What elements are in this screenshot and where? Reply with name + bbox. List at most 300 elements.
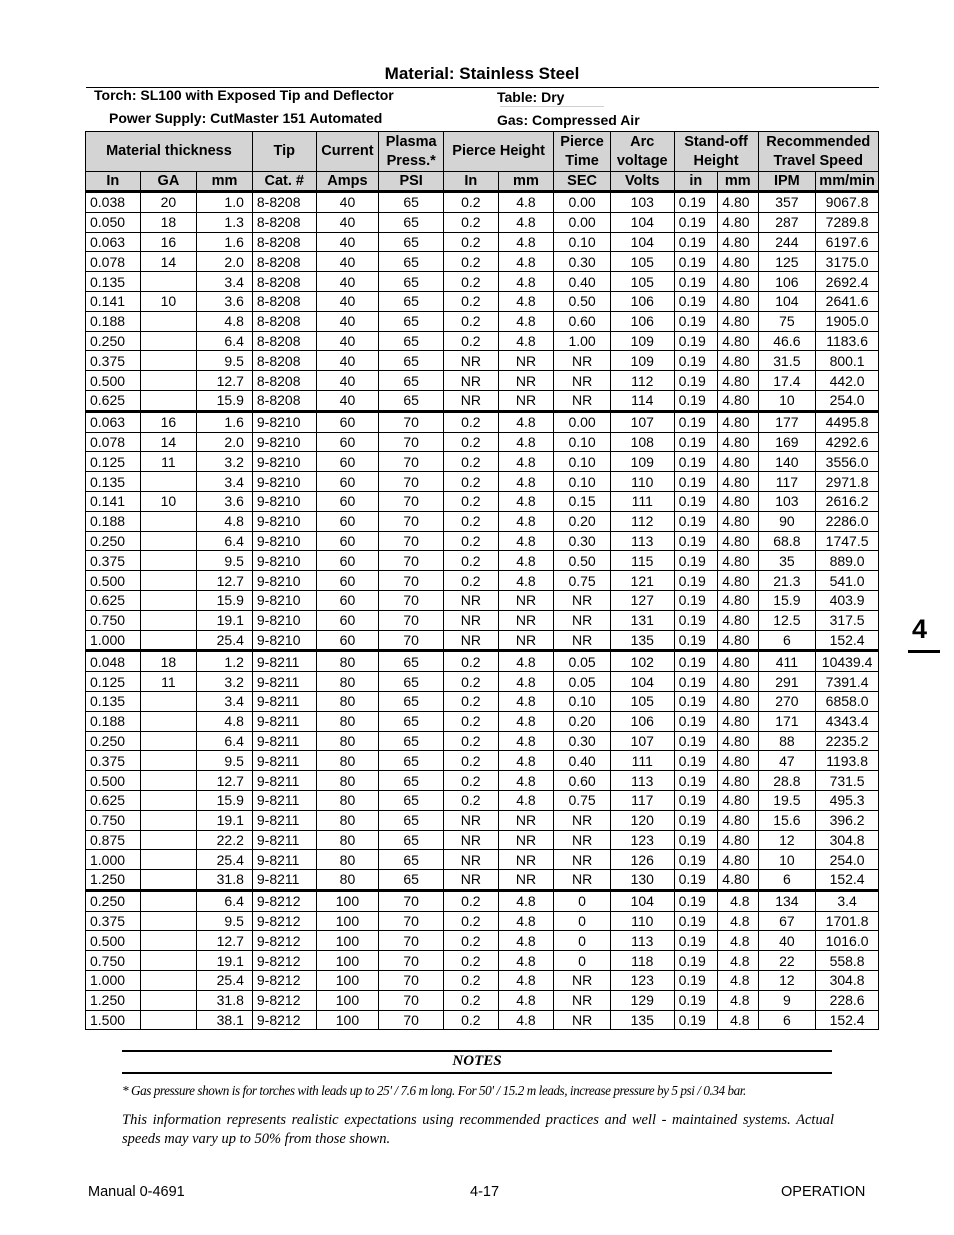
cell-in: 0.063 [86,411,141,432]
cell-ga [140,571,197,591]
cell-pierce-mm: 4.8 [498,931,554,951]
cell-cat: 9-8212 [252,931,316,951]
cell-psi: 70 [379,971,444,991]
cell-in: 0.500 [86,571,141,591]
cell-amps: 80 [316,830,379,850]
cell-standoff-in: 0.19 [674,571,717,591]
cell-amps: 60 [316,571,379,591]
unit-header-pierce-mm: mm [498,172,554,192]
cell-pierce-in: 0.2 [444,252,499,272]
cell-in: 0.625 [86,390,141,411]
cell-psi: 65 [379,731,444,751]
cell-psi: 65 [379,870,444,891]
cell-pierce-in: 0.2 [444,1010,499,1030]
footer-manual-number: Manual 0-4691 [88,1184,185,1200]
cell-amps: 40 [316,272,379,292]
cell-pierce-in: 0.2 [444,511,499,531]
cell-ga: 11 [140,672,197,692]
cell-mm-min: 304.8 [816,971,879,991]
cell-volts: 120 [610,810,674,830]
cell-ga [140,351,197,371]
cell-sec: NR [554,810,611,830]
cell-in: 1.500 [86,1010,141,1030]
cell-sec: 0.60 [554,311,611,331]
cell-in: 1.000 [86,630,141,651]
cell-mm: 12.7 [197,771,253,791]
cell-psi: 65 [379,691,444,711]
cell-cat: 9-8211 [252,691,316,711]
cell-ipm: 291 [758,672,816,692]
cell-mm-min: 9067.8 [816,192,879,213]
cell-psi: 70 [379,472,444,492]
cell-sec: 0.05 [554,672,611,692]
cell-amps: 60 [316,551,379,571]
cell-amps: 80 [316,870,379,891]
cell-ga [140,751,197,771]
cutting-parameters-table [85,131,879,1030]
cell-cat: 9-8210 [252,551,316,571]
cell-standoff-in: 0.19 [674,491,717,511]
cell-standoff-in: 0.19 [674,672,717,692]
cell-mm: 19.1 [197,951,253,971]
cell-standoff-mm: 4.80 [718,790,758,810]
cell-standoff-in: 0.19 [674,432,717,452]
cell-pierce-in: 0.2 [444,331,499,351]
cell-mm: 6.4 [197,890,253,911]
cell-amps: 60 [316,472,379,492]
cell-pierce-mm: 4.8 [498,491,554,511]
cell-volts: 104 [610,212,674,232]
cell-pierce-mm: 4.8 [498,771,554,791]
cell-ga [140,630,197,651]
cell-ga [140,531,197,551]
cell-psi: 65 [379,651,444,672]
cell-volts: 131 [610,610,674,630]
cell-pierce-mm: 4.8 [498,232,554,252]
cell-standoff-mm: 4.8 [718,951,758,971]
cell-mm: 3.2 [197,672,253,692]
table-row [86,491,879,511]
cell-volts: 111 [610,751,674,771]
cell-sec: 0.10 [554,452,611,472]
table-row [86,291,879,311]
cell-ipm: 140 [758,452,816,472]
cell-ga: 14 [140,432,197,452]
cell-cat: 9-8210 [252,411,316,432]
table-row [86,731,879,751]
cell-pierce-mm: NR [498,590,554,610]
cell-pierce-mm: 4.8 [498,711,554,731]
unit-header-pierce-in: In [444,172,499,192]
speed-disclaimer: This information represents realistic expectations using recommended practices and well - maintained systems. Actual speeds may vary up to 50% from those shown. [122,1112,834,1147]
cell-mm-min: 4343.4 [816,711,879,731]
cell-mm: 25.4 [197,850,253,870]
cell-volts: 109 [610,331,674,351]
cell-cat: 9-8212 [252,990,316,1010]
cell-standoff-in: 0.19 [674,731,717,751]
cell-ga [140,931,197,951]
cell-volts: 109 [610,351,674,371]
cell-sec: NR [554,371,611,391]
cell-standoff-in: 0.19 [674,990,717,1010]
cell-ga [140,951,197,971]
cell-pierce-in: 0.2 [444,951,499,971]
table-row [86,432,879,452]
cell-mm-min: 228.6 [816,990,879,1010]
cell-amps: 40 [316,351,379,371]
cell-mm-min: 1193.8 [816,751,879,771]
cell-ipm: 411 [758,651,816,672]
cell-standoff-mm: 4.80 [718,472,758,492]
cell-cat: 8-8208 [252,192,316,213]
cell-standoff-in: 0.19 [674,452,717,472]
table-row [86,531,879,551]
cell-standoff-in: 0.19 [674,351,717,371]
cell-pierce-mm: 4.8 [498,911,554,931]
cell-amps: 80 [316,771,379,791]
cell-sec: 0.75 [554,571,611,591]
cell-cat: 9-8211 [252,672,316,692]
cell-standoff-mm: 4.8 [718,931,758,951]
cell-psi: 65 [379,810,444,830]
table-row [86,651,879,672]
cell-sec: 0.50 [554,551,611,571]
cell-amps: 40 [316,252,379,272]
cell-ga [140,272,197,292]
table-row [86,971,879,991]
cell-mm: 19.1 [197,610,253,630]
cell-standoff-in: 0.19 [674,691,717,711]
cell-mm-min: 889.0 [816,551,879,571]
cell-pierce-mm: NR [498,810,554,830]
page-title: Material: Stainless Steel [384,64,580,83]
cell-ga [140,990,197,1010]
cell-amps: 60 [316,610,379,630]
cell-mm-min: 731.5 [816,771,879,791]
cell-in: 0.250 [86,731,141,751]
cell-ga [140,311,197,331]
cell-ga: 18 [140,212,197,232]
cell-pierce-mm: 4.8 [498,571,554,591]
cell-pierce-mm: 4.8 [498,990,554,1010]
table-row [86,452,879,472]
cell-pierce-mm: 4.8 [498,511,554,531]
cell-ipm: 106 [758,272,816,292]
cell-psi: 70 [379,911,444,931]
cell-volts: 105 [610,691,674,711]
cell-pierce-mm: NR [498,351,554,371]
cell-sec: NR [554,850,611,870]
cell-mm-min: 304.8 [816,830,879,850]
cell-pierce-mm: 4.8 [498,472,554,492]
cell-ipm: 6 [758,630,816,651]
cell-psi: 65 [379,232,444,252]
cell-in: 0.125 [86,672,141,692]
cell-ga [140,711,197,731]
cell-standoff-in: 0.19 [674,951,717,971]
cell-pierce-in: 0.2 [444,411,499,432]
cell-amps: 60 [316,452,379,472]
cell-sec: 0.15 [554,491,611,511]
cell-mm-min: 1747.5 [816,531,879,551]
cell-standoff-mm: 4.80 [718,272,758,292]
cell-pierce-in: 0.2 [444,931,499,951]
cell-ga [140,971,197,991]
cell-mm: 25.4 [197,971,253,991]
cell-standoff-in: 0.19 [674,771,717,791]
cell-ga [140,511,197,531]
header-pierce-height: Pierce Height [444,132,554,172]
cell-cat: 9-8210 [252,610,316,630]
cell-pierce-mm: 4.8 [498,432,554,452]
cell-standoff-mm: 4.80 [718,630,758,651]
cell-sec: 0.10 [554,232,611,252]
cell-mm: 4.8 [197,511,253,531]
cell-standoff-mm: 4.8 [718,990,758,1010]
cell-standoff-in: 0.19 [674,212,717,232]
cell-psi: 70 [379,491,444,511]
torch-label: Torch: SL100 with Exposed Tip and Deflector [94,87,394,103]
cell-pierce-mm: 4.8 [498,531,554,551]
cell-pierce-in: 0.2 [444,990,499,1010]
cell-cat: 8-8208 [252,232,316,252]
cell-mm-min: 2641.6 [816,291,879,311]
cell-mm-min: 396.2 [816,810,879,830]
table-row [86,371,879,391]
cell-mm: 38.1 [197,1010,253,1030]
cell-standoff-in: 0.19 [674,850,717,870]
cell-pierce-in: 0.2 [444,232,499,252]
cell-pierce-in: 0.2 [444,311,499,331]
cell-standoff-mm: 4.80 [718,432,758,452]
unit-header-mm: mm [197,172,253,192]
cell-psi: 65 [379,830,444,850]
cell-amps: 100 [316,951,379,971]
cell-pierce-in: 0.2 [444,551,499,571]
table-row [86,590,879,610]
cell-amps: 60 [316,531,379,551]
cell-psi: 65 [379,390,444,411]
table-row [86,931,879,951]
cell-mm: 4.8 [197,711,253,731]
cell-mm-min: 254.0 [816,850,879,870]
cell-amps: 40 [316,390,379,411]
cell-in: 0.375 [86,751,141,771]
cell-standoff-mm: 4.80 [718,672,758,692]
cell-volts: 105 [610,252,674,272]
cell-ipm: 68.8 [758,531,816,551]
cell-mm: 31.8 [197,990,253,1010]
cell-pierce-in: NR [444,371,499,391]
cell-mm-min: 2616.2 [816,491,879,511]
cell-mm-min: 2692.4 [816,272,879,292]
cell-pierce-mm: 4.8 [498,212,554,232]
cell-standoff-mm: 4.80 [718,371,758,391]
gas-divider [500,106,604,107]
table-row [86,511,879,531]
cell-standoff-in: 0.19 [674,232,717,252]
gas-pressure-footnote: * Gas pressure shown is for torches with leads up to 25' / 7.6 m long. For 50' / 15.2 m leads, increase pressure by 5 psi / 0.34 bar. [122,1083,746,1098]
cell-in: 0.050 [86,212,141,232]
cell-pierce-in: 0.2 [444,751,499,771]
cell-mm-min: 1701.8 [816,911,879,931]
cell-ipm: 28.8 [758,771,816,791]
cell-standoff-in: 0.19 [674,870,717,891]
unit-header-standoff-mm: mm [718,172,758,192]
cell-volts: 107 [610,411,674,432]
cell-mm: 1.0 [197,192,253,213]
cell-mm: 15.9 [197,390,253,411]
cell-sec: 0.50 [554,291,611,311]
cell-volts: 114 [610,390,674,411]
cell-standoff-in: 0.19 [674,971,717,991]
cell-cat: 9-8212 [252,971,316,991]
cell-amps: 80 [316,751,379,771]
cell-cat: 8-8208 [252,291,316,311]
cell-amps: 100 [316,911,379,931]
table-row [86,551,879,571]
cell-ipm: 104 [758,291,816,311]
cell-pierce-mm: NR [498,850,554,870]
cell-psi: 70 [379,630,444,651]
cell-standoff-in: 0.19 [674,252,717,272]
cell-mm: 3.4 [197,691,253,711]
cell-standoff-mm: 4.80 [718,691,758,711]
table-row [86,691,879,711]
cell-pierce-mm: 4.8 [498,252,554,272]
cell-amps: 80 [316,731,379,751]
cell-pierce-in: 0.2 [444,971,499,991]
cell-amps: 100 [316,1010,379,1030]
cell-amps: 60 [316,432,379,452]
cell-cat: 8-8208 [252,252,316,272]
cell-sec: NR [554,870,611,891]
footer-section-name: OPERATION [781,1184,866,1200]
cell-ga: 16 [140,411,197,432]
cell-in: 0.188 [86,511,141,531]
cell-standoff-mm: 4.80 [718,491,758,511]
cell-standoff-mm: 4.80 [718,830,758,850]
cell-ipm: 103 [758,491,816,511]
table-row [86,1010,879,1030]
cell-psi: 65 [379,790,444,810]
cell-ga: 18 [140,651,197,672]
cell-sec: 0.10 [554,472,611,492]
header-standoff-height: Stand-off Height [674,132,758,172]
cell-ipm: 31.5 [758,351,816,371]
cell-volts: 115 [610,551,674,571]
table-row [86,810,879,830]
cell-mm-min: 152.4 [816,870,879,891]
cell-standoff-in: 0.19 [674,390,717,411]
table-row [86,610,879,630]
cell-amps: 80 [316,672,379,692]
cell-psi: 65 [379,311,444,331]
cell-ga [140,911,197,931]
gas-label: Gas: Compressed Air [497,112,640,128]
cell-ga [140,390,197,411]
table-row [86,311,879,331]
table-row [86,232,879,252]
cell-sec: 0.05 [554,651,611,672]
cell-mm-min: 4292.6 [816,432,879,452]
cell-in: 0.048 [86,651,141,672]
table-row [86,951,879,971]
cell-mm: 6.4 [197,731,253,751]
cell-cat: 9-8212 [252,911,316,931]
cell-mm-min: 2235.2 [816,731,879,751]
cell-mm: 6.4 [197,531,253,551]
cell-in: 1.250 [86,990,141,1010]
cell-cat: 9-8212 [252,890,316,911]
cell-pierce-in: NR [444,830,499,850]
cell-cat: 8-8208 [252,311,316,331]
cell-mm: 2.0 [197,432,253,452]
cell-mm: 31.8 [197,870,253,891]
cell-standoff-mm: 4.80 [718,771,758,791]
cell-ga [140,830,197,850]
cell-cat: 9-8211 [252,651,316,672]
cell-psi: 65 [379,331,444,351]
cell-cat: 9-8211 [252,870,316,891]
cell-ipm: 270 [758,691,816,711]
cell-in: 0.750 [86,951,141,971]
cell-ga: 10 [140,291,197,311]
cell-amps: 40 [316,232,379,252]
cell-sec: 0.20 [554,511,611,531]
cell-volts: 106 [610,311,674,331]
cell-ga: 11 [140,452,197,472]
cell-cat: 9-8210 [252,630,316,651]
cell-mm: 1.3 [197,212,253,232]
cell-pierce-mm: 4.8 [498,1010,554,1030]
cell-pierce-in: 0.2 [444,272,499,292]
header-tip: Tip [252,132,316,172]
cell-mm: 15.9 [197,790,253,810]
cell-psi: 70 [379,1010,444,1030]
cell-ipm: 47 [758,751,816,771]
cell-volts: 113 [610,771,674,791]
cell-standoff-mm: 4.8 [718,1010,758,1030]
cell-ipm: 9 [758,990,816,1010]
cell-volts: 108 [610,432,674,452]
cell-mm-min: 7289.8 [816,212,879,232]
cell-mm-min: 1905.0 [816,311,879,331]
cell-ipm: 177 [758,411,816,432]
cell-standoff-in: 0.19 [674,610,717,630]
unit-header-standoff-in: in [674,172,717,192]
cell-pierce-in: NR [444,390,499,411]
cell-psi: 65 [379,751,444,771]
cell-standoff-mm: 4.80 [718,452,758,472]
cell-pierce-mm: 4.8 [498,192,554,213]
table-row [86,990,879,1010]
cell-cat: 9-8211 [252,830,316,850]
cell-standoff-in: 0.19 [674,192,717,213]
cell-ipm: 15.9 [758,590,816,610]
cell-pierce-in: 0.2 [444,890,499,911]
unit-header-volts: Volts [610,172,674,192]
cell-mm: 3.4 [197,472,253,492]
cell-ga [140,731,197,751]
cell-cat: 8-8208 [252,272,316,292]
cell-ipm: 22 [758,951,816,971]
cell-amps: 80 [316,711,379,731]
cell-standoff-in: 0.19 [674,511,717,531]
cell-psi: 70 [379,411,444,432]
cell-sec: 1.00 [554,331,611,351]
cell-cat: 8-8208 [252,351,316,371]
